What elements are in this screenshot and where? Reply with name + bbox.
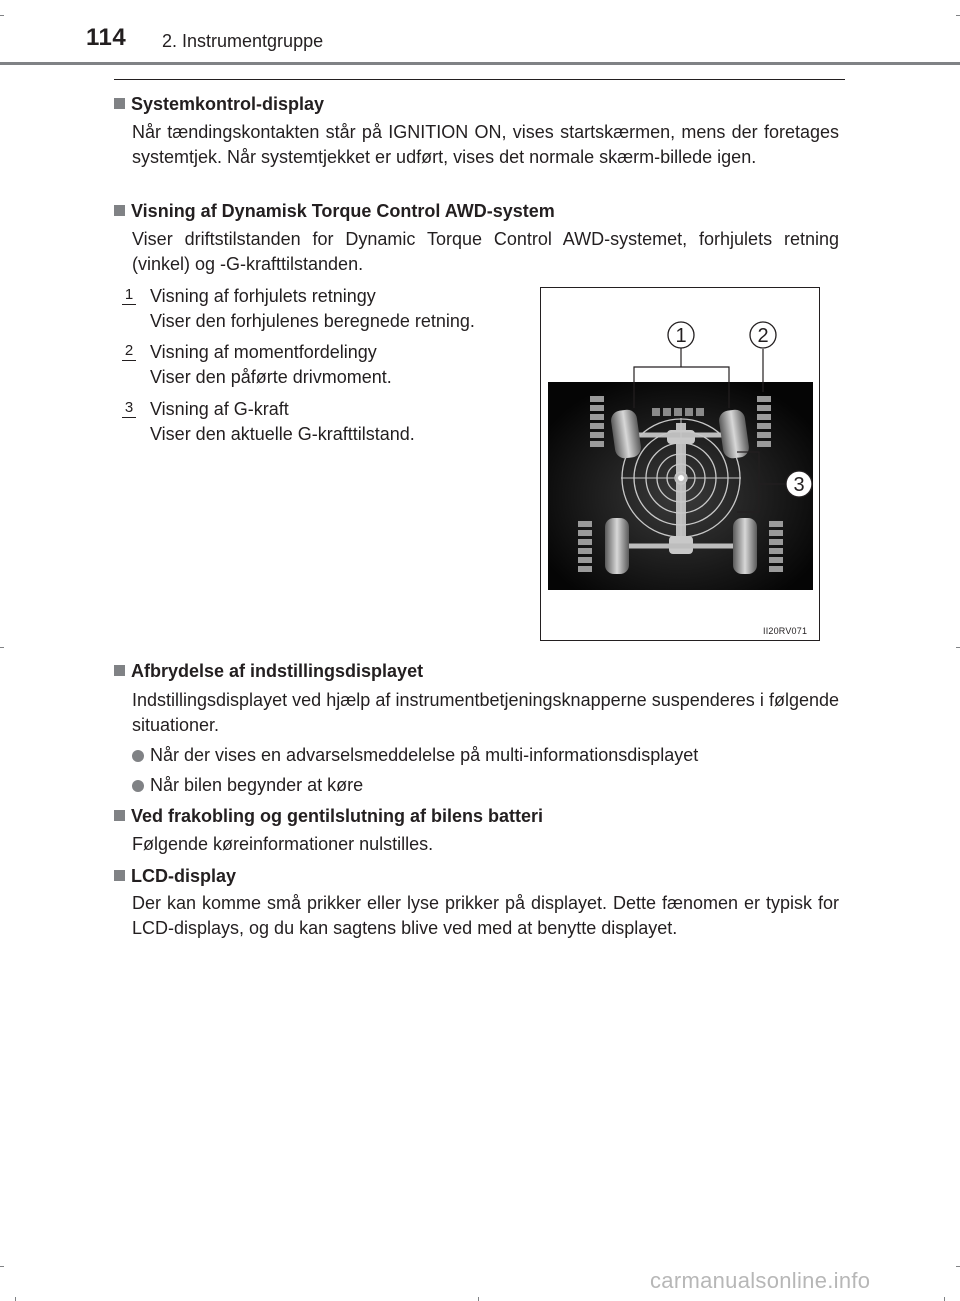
- section-heading-systemcheck: Systemkontrol-display: [114, 92, 324, 116]
- awd-display-illustration: [541, 288, 819, 640]
- list-item: Når bilen begynder at køre: [132, 773, 839, 797]
- svg-text:3: 3: [793, 474, 805, 496]
- square-bullet-icon: [114, 810, 125, 821]
- callout-number: 1: [122, 286, 136, 304]
- section-heading-awd: Visning af Dynamisk Torque Control AWD-system: [114, 199, 555, 223]
- square-bullet-icon: [114, 98, 125, 109]
- figure-code: II20RV071: [763, 626, 808, 636]
- g-force-dot: [678, 475, 684, 481]
- callout-number: 3: [122, 399, 136, 417]
- crop-mark: [478, 1297, 479, 1301]
- list-item: Når der vises en advarselsmeddelelse på multi-informationsdisplayet: [132, 743, 839, 767]
- crop-mark: [0, 15, 4, 16]
- section-heading-battery: Ved frakobling og gentilslutning af bilens batteri: [114, 804, 543, 828]
- section-body-systemcheck: Når tændingskontakten står på IGNITION ON, vises startskærmen, mens der foretages systemtjek. Når systemtjekket er udført, vises det normale skærm-billede igen.: [132, 122, 839, 167]
- watermark: carmanualsonline.info: [650, 1268, 871, 1293]
- page-header: [0, 0, 960, 64]
- section-body-battery: Følgende køreinformationer nulstilles.: [132, 834, 434, 854]
- section-body-lcd: Der kan komme små prikker eller lyse prikker på displayet. Dette fænomen er typisk for LCD-displays, og du kan sagtens blive ved med at benytte displayet.: [132, 893, 839, 938]
- legend-title: Visning af G-kraft: [150, 399, 289, 419]
- crop-mark: [15, 1297, 16, 1301]
- svg-text:1: 1: [675, 325, 687, 347]
- square-bullet-icon: [114, 870, 125, 881]
- crop-mark: [944, 1297, 945, 1301]
- legend-title: Visning af momentfordelingy: [150, 342, 377, 362]
- round-bullet-icon: [132, 750, 144, 762]
- section-body-interrupt: Indstillingsdisplayet ved hjælp af instrumentbetjeningsknapperne suspenderes i følgende situationer.: [132, 690, 839, 735]
- rear-right-wheel: [733, 518, 757, 574]
- crop-mark: [0, 647, 4, 648]
- section-body-awd: Viser driftstilstanden for Dynamic Torque Control AWD-systemet, forhjulets retning (vinkel) og -G-krafttilstanden.: [132, 229, 839, 274]
- section-heading-interrupt: Afbrydelse af indstillingsdisplayet: [114, 659, 423, 683]
- callout-1: [668, 322, 694, 348]
- page-number: 114: [86, 24, 127, 51]
- square-bullet-icon: [114, 665, 125, 676]
- svg-text:2: 2: [757, 325, 769, 347]
- drive-mode-indicators: [652, 408, 704, 416]
- crop-mark: [956, 15, 960, 16]
- content-top-rule: [114, 79, 845, 80]
- square-bullet-icon: [114, 205, 125, 216]
- awd-display-figure: [540, 287, 820, 641]
- crop-mark: [956, 647, 960, 648]
- callout-3: [786, 471, 812, 497]
- legend-desc: Viser den påførte drivmoment.: [150, 366, 392, 387]
- rear-left-wheel: [605, 518, 629, 574]
- crop-mark: [956, 1266, 960, 1267]
- section-heading-lcd: LCD-display: [114, 864, 236, 888]
- legend-title: Visning af forhjulets retningy: [150, 286, 376, 306]
- legend-desc: Viser den aktuelle G-krafttilstand.: [150, 423, 415, 444]
- legend-desc: Viser den forhjulenes beregnede retning.: [150, 310, 475, 331]
- callout-2: [750, 322, 776, 348]
- round-bullet-icon: [132, 780, 144, 792]
- crop-mark: [0, 1266, 4, 1267]
- chapter-title: 2. Instrumentgruppe: [162, 31, 324, 51]
- header-rule: [0, 62, 960, 65]
- callout-number: 2: [122, 342, 136, 360]
